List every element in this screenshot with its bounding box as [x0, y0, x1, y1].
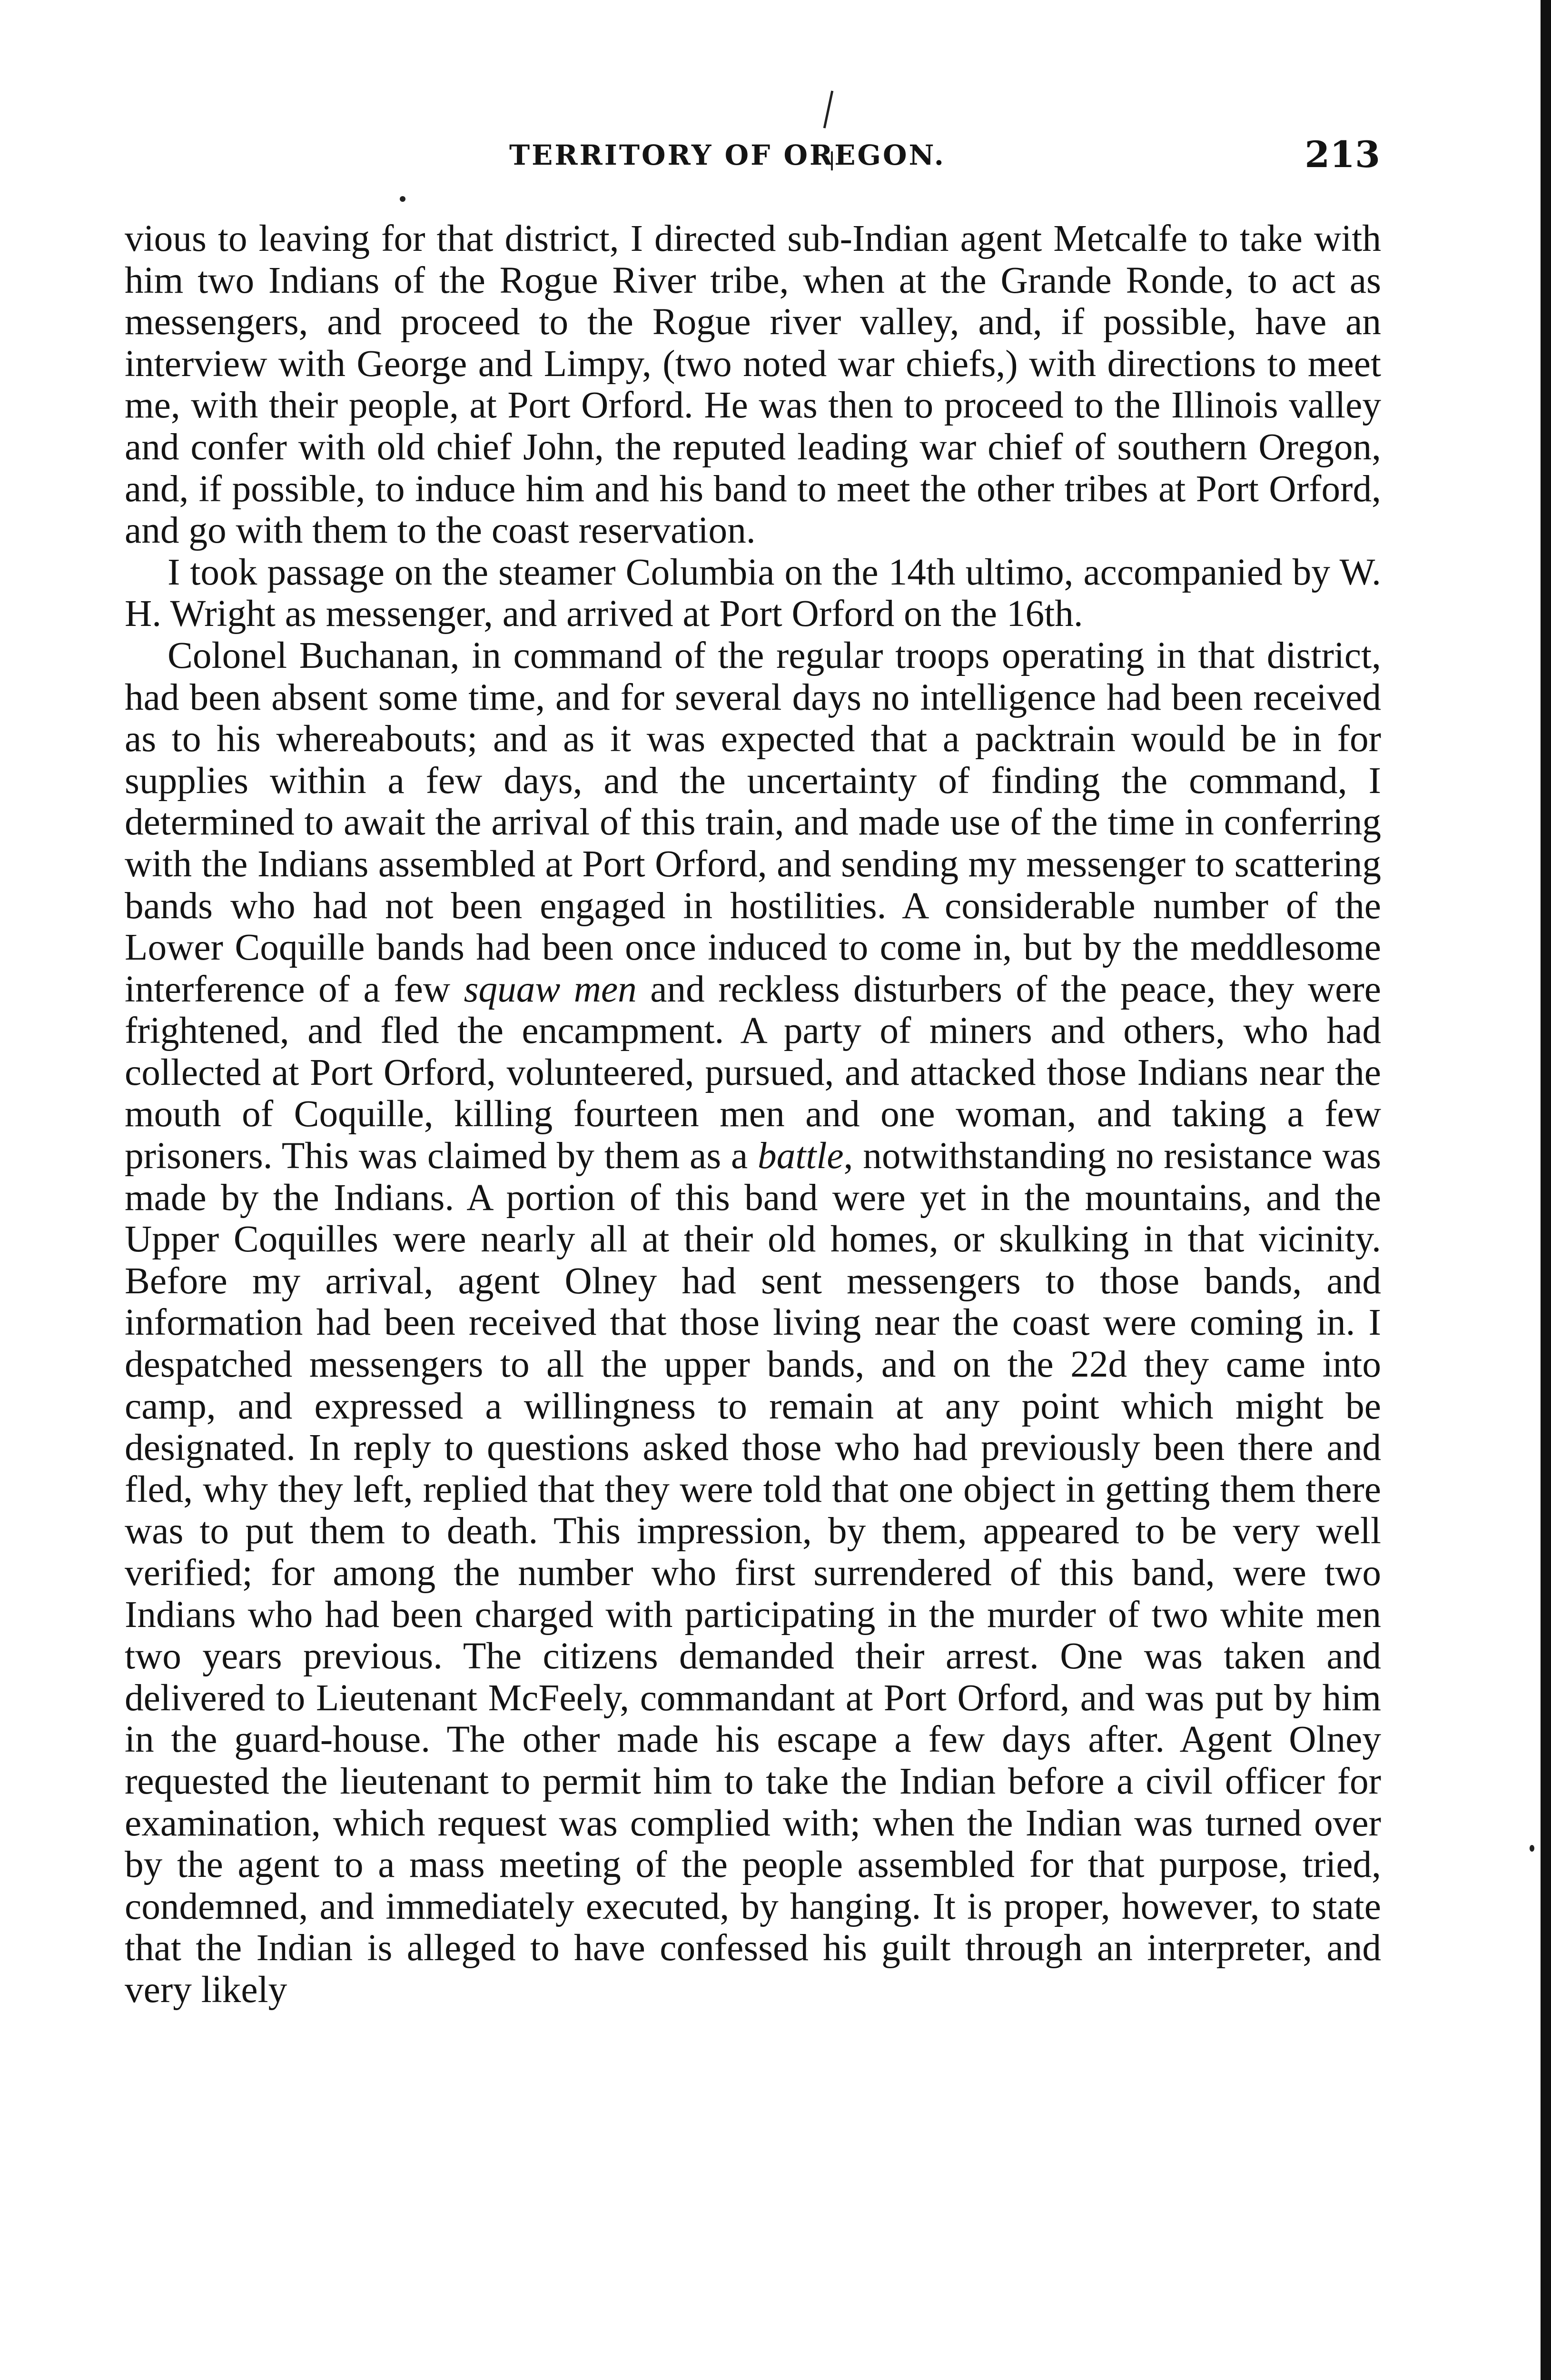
- paragraph: [125, 635, 1381, 2011]
- text-run: vious to leaving for that district, I directed sub-Indian agent Metcalfe to take with him two Indians of the Rogue River tribe, when at the Grande Ronde, to act as messengers, and proceed to the Rogue river valley, and, if possible, have an interview with George and Limpy, (two noted war chiefs,) with directions to meet me, with their people, at Port Orford. He was then to proceed to the Illinois valley and confer with old chief John, the reputed leading war chief of southern Oregon, and, if possible, to induce him and his band to meet the other tribes at Port Orford, and go with them to the coast reservation.: [125, 218, 1381, 552]
- italic-run: battle: [758, 1135, 844, 1177]
- page-edge-shadow: [1541, 0, 1551, 2380]
- body-text: [125, 218, 1381, 2011]
- page-number: 213: [1304, 133, 1380, 176]
- text-run: , notwithstanding no resistance was made by the Indians. A portion of this band were yet in the mountains, and the Upper Coquilles were nearly all at their old homes, or skulking in that vicinity. Before my arrival, agent Olney had sent messengers to those bands, and information had been received that those living near the coast were coming in. I despatched messengers to all the upper bands, and on the 22d they came into camp, and expressed a willingness to remain at any point which might be designated. In reply to questions asked those who had previously been there and fled, why they left, replied that they were told that one object in getting them there was to put them to death. This impression, by them, appeared to be very well verified; for among the number who first surrendered of this band, were two Indians who had been charged with participating in the murder of two white men two years previous. The citizens demanded their arrest. One was taken and delivered to Lieutenant McFeely, commandant at Port Orford, and was put by him in the guard-house. The other made his escape a few days after. Agent Olney requested the lieutenant to permit him to take the Indian before a civil officer for examination, which request was complied with; when the Indian was turned over by the agent to a mass meeting of the people assembled for that purpose, tried, condemned, and immediately executed, by hanging. It is proper, however, to state that the Indian is alleged to have confessed his guilt through an interpreter, and very likely: [125, 1135, 1381, 2011]
- running-title: TERRITORY OF OREGON.: [509, 139, 946, 171]
- ink-speck: [400, 196, 405, 202]
- text-run: I took passage on the steamer Columbia on the 14th ultimo, accompanied by W. H. Wright as messenger, and arrived at Port Orford on the 16th.: [125, 551, 1381, 635]
- italic-run: squaw men: [464, 968, 637, 1010]
- pencil-mark: [823, 90, 834, 128]
- text-run: and reckless disturbers of the peace, they were frightened, and fled the encampment. A party of miners and others, who had collected at Port Orford, volunteered, pursued, and attacked those Indians near the mouth of Coquille, killing fourteen men and one woman, and taking a few prisoners. This was claimed by them as a: [125, 968, 1381, 1177]
- text-run: Colonel Buchanan, in command of the regular troops operating in that district, had been absent some time, and for several days no intelligence had been received as to his whereabouts; and as it was expected that a packtrain would be in for supplies within a few days, and the uncertainty of finding the command, I determined to await the arrival of this train, and made use of the time in conferring with the Indians assembled at Port Orford, and sending my messenger to scattering bands who had not been engaged in hostilities. A considerable number of the Lower Coquille bands had been once induced to come in, but by the meddlesome interference of a few: [125, 634, 1381, 1010]
- paragraph: [125, 218, 1381, 552]
- running-head: [124, 133, 1380, 186]
- paragraph: [125, 552, 1381, 635]
- ink-speck: [1530, 1845, 1534, 1852]
